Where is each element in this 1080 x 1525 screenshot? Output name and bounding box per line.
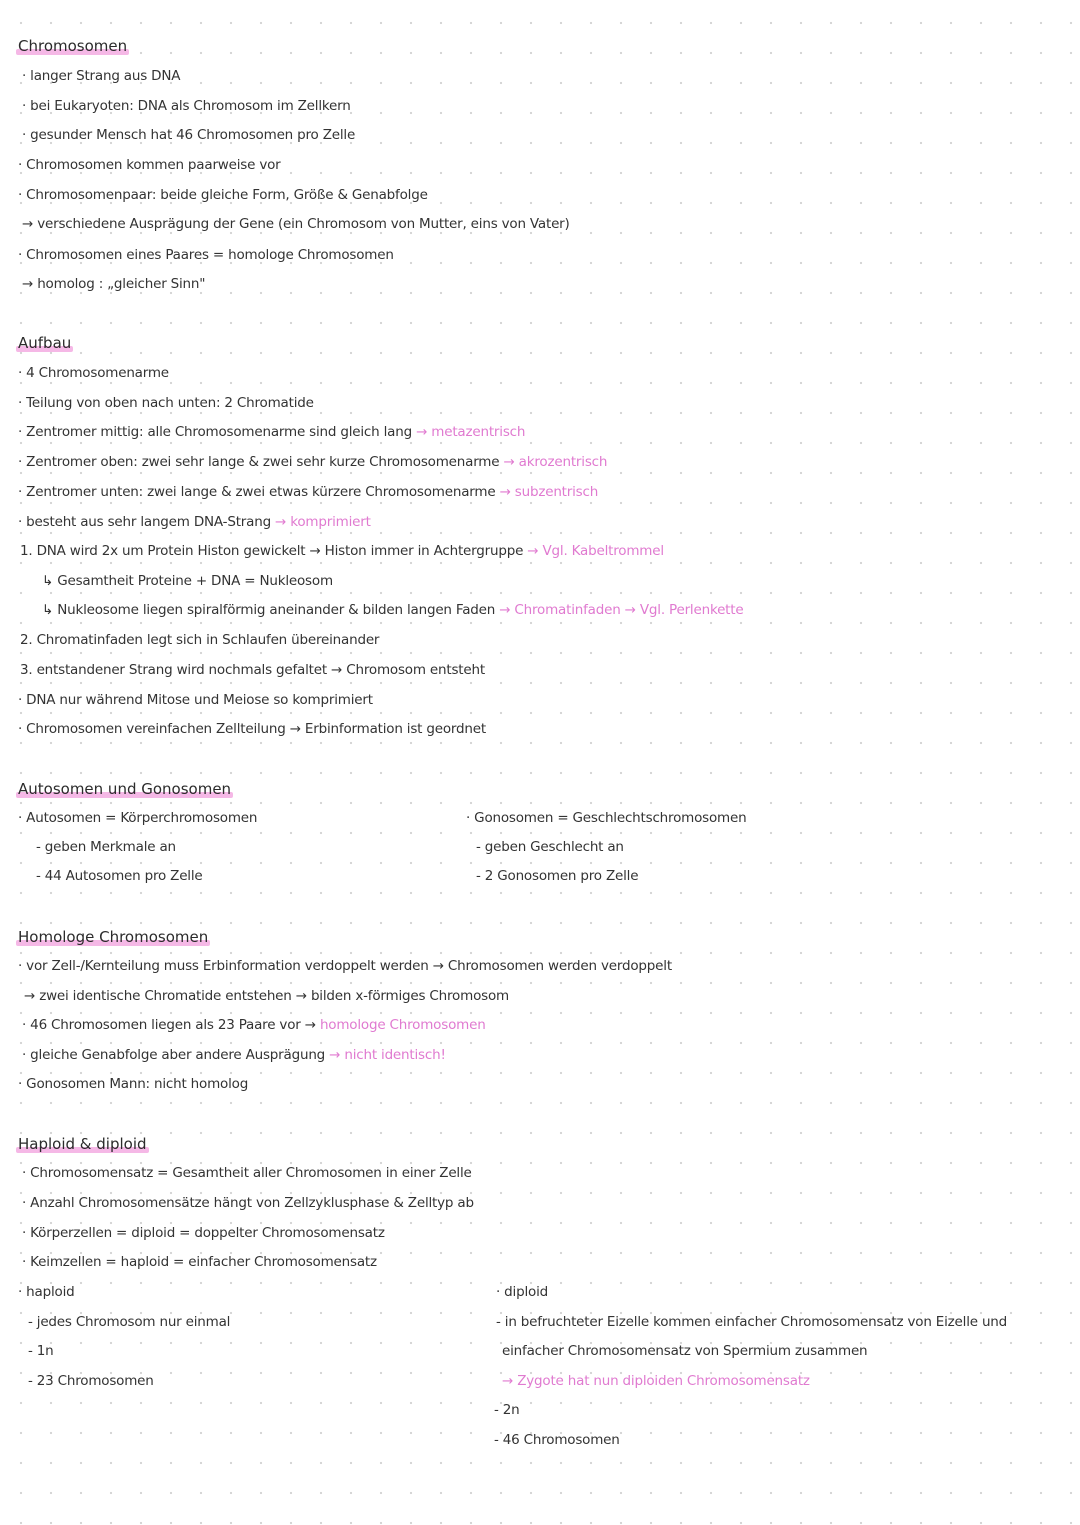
text-line: · Teilung von oben nach unten: 2 Chromatide <box>18 395 314 411</box>
text-line: · Gonosomen Mann: nicht homolog <box>18 1076 249 1092</box>
text-line: - 46 Chromosomen <box>494 1432 620 1448</box>
annotation: → akrozentrisch <box>503 454 608 470</box>
text-line: · gesunder Mensch hat 46 Chromosomen pro Zelle <box>22 127 356 143</box>
text-line: - 44 Autosomen pro Zelle <box>36 868 203 884</box>
text-line: - 23 Chromosomen <box>28 1373 154 1389</box>
text-line <box>20 542 664 560</box>
text-line: einfacher Chromosomensatz von Spermium zusammen <box>502 1343 868 1359</box>
text-line: · Chromosomen vereinfachen Zellteilung → Erbinformation ist geordnet <box>18 721 486 737</box>
text: ↳ Nukleosome liegen spiralförmig aneinander & bilden langen Faden <box>42 602 496 618</box>
text: · besteht aus sehr langem DNA-Strang <box>18 514 271 530</box>
text-line: → zwei identische Chromatide entstehen → bilden x-förmiges Chromosom <box>24 988 509 1004</box>
text: · Zentromer oben: zwei sehr lange & zwei sehr kurze Chromosomenarme <box>18 454 500 470</box>
heading-autosomen-gonosomen: Autosomen und Gonosomen <box>18 780 232 798</box>
text-line: · Autosomen = Körperchromosomen <box>18 810 258 826</box>
text-line: · Anzahl Chromosomensätze hängt von Zellzyklusphase & Zelltyp ab <box>22 1195 474 1211</box>
heading-haploid-diploid: Haploid & diploid <box>18 1135 147 1153</box>
heading-homologe-chromosomen: Homologe Chromosomen <box>18 928 209 946</box>
text-line: · bei Eukaryoten: DNA als Chromosom im Zellkern <box>22 98 351 114</box>
text: · Zentromer mittig: alle Chromosomenarme sind gleich lang <box>18 424 412 440</box>
text-line: · Chromosomen kommen paarweise vor <box>18 157 281 173</box>
text: 1. DNA wird 2x um Protein Histon gewickelt → Histon immer in Achtergruppe <box>20 543 524 559</box>
text-line <box>18 483 598 501</box>
text-line: · Chromosomen eines Paares = homologe Chromosomen <box>18 247 394 263</box>
text-line: - geben Geschlecht an <box>476 839 624 855</box>
text-line: → verschiedene Ausprägung der Gene (ein Chromosom von Mutter, eins von Vater) <box>22 216 570 232</box>
text-line <box>42 601 743 619</box>
text-line: · Chromosomenpaar: beide gleiche Form, Größe & Genabfolge <box>18 187 428 203</box>
text-line: - in befruchteter Eizelle kommen einfacher Chromosomensatz von Eizelle und <box>496 1314 1008 1330</box>
text-line: · Körperzellen = diploid = doppelter Chromosomensatz <box>22 1225 385 1241</box>
text-line: - geben Merkmale an <box>36 839 176 855</box>
text: · 46 Chromosomen liegen als 23 Paare vor → <box>22 1017 316 1033</box>
text-line: · Keimzellen = haploid = einfacher Chromosomensatz <box>22 1254 377 1270</box>
text-line: · DNA nur während Mitose und Meiose so komprimiert <box>18 692 373 708</box>
text-line <box>22 1046 446 1064</box>
annotation: → Chromatinfaden → Vgl. Perlenkette <box>499 602 744 618</box>
text: · gleiche Genabfolge aber andere Ausprägung <box>22 1047 326 1063</box>
text-line <box>18 513 371 531</box>
annotation: homologe Chromosomen <box>319 1017 486 1033</box>
text-line: → homolog : „gleicher Sinn" <box>22 276 206 292</box>
text-line: - jedes Chromosom nur einmal <box>28 1314 231 1330</box>
text-line: · diploid <box>496 1284 549 1300</box>
text-line <box>22 1016 486 1034</box>
text-line: - 1n <box>28 1343 54 1359</box>
text-line <box>18 453 607 471</box>
annotation: → metazentrisch <box>416 424 526 440</box>
text-line: - 2n <box>494 1402 520 1418</box>
heading-chromosomen: Chromosomen <box>18 37 128 55</box>
text-line: ↳ Gesamtheit Proteine + DNA = Nukleosom <box>42 573 333 589</box>
text-line: → Zygote hat nun diploiden Chromosomensatz <box>502 1373 810 1389</box>
text-line: 3. entstandener Strang wird nochmals gefaltet → Chromosom entsteht <box>20 662 485 678</box>
text-line: - 2 Gonosomen pro Zelle <box>476 868 639 884</box>
text: · Zentromer unten: zwei lange & zwei etwas kürzere Chromosomenarme <box>18 484 496 500</box>
text-line: · Chromosomensatz = Gesamtheit aller Chromosomen in einer Zelle <box>22 1165 472 1181</box>
annotation: → Vgl. Kabeltrommel <box>527 543 664 559</box>
heading-aufbau: Aufbau <box>18 334 72 352</box>
annotation: → subzentrisch <box>499 484 599 500</box>
text-line: · vor Zell-/Kernteilung muss Erbinformation verdoppelt werden → Chromosomen werden verdoppelt <box>18 958 672 974</box>
text-line: 2. Chromatinfaden legt sich in Schlaufen übereinander <box>20 632 380 648</box>
text-line: · haploid <box>18 1284 75 1300</box>
text-line: · 4 Chromosomenarme <box>18 365 169 381</box>
text-line: · Gonosomen = Geschlechtschromosomen <box>466 810 747 826</box>
annotation: → nicht identisch! <box>329 1047 446 1063</box>
annotation: → komprimiert <box>275 514 371 530</box>
text-line: · langer Strang aus DNA <box>22 68 181 84</box>
text-line <box>18 423 525 441</box>
